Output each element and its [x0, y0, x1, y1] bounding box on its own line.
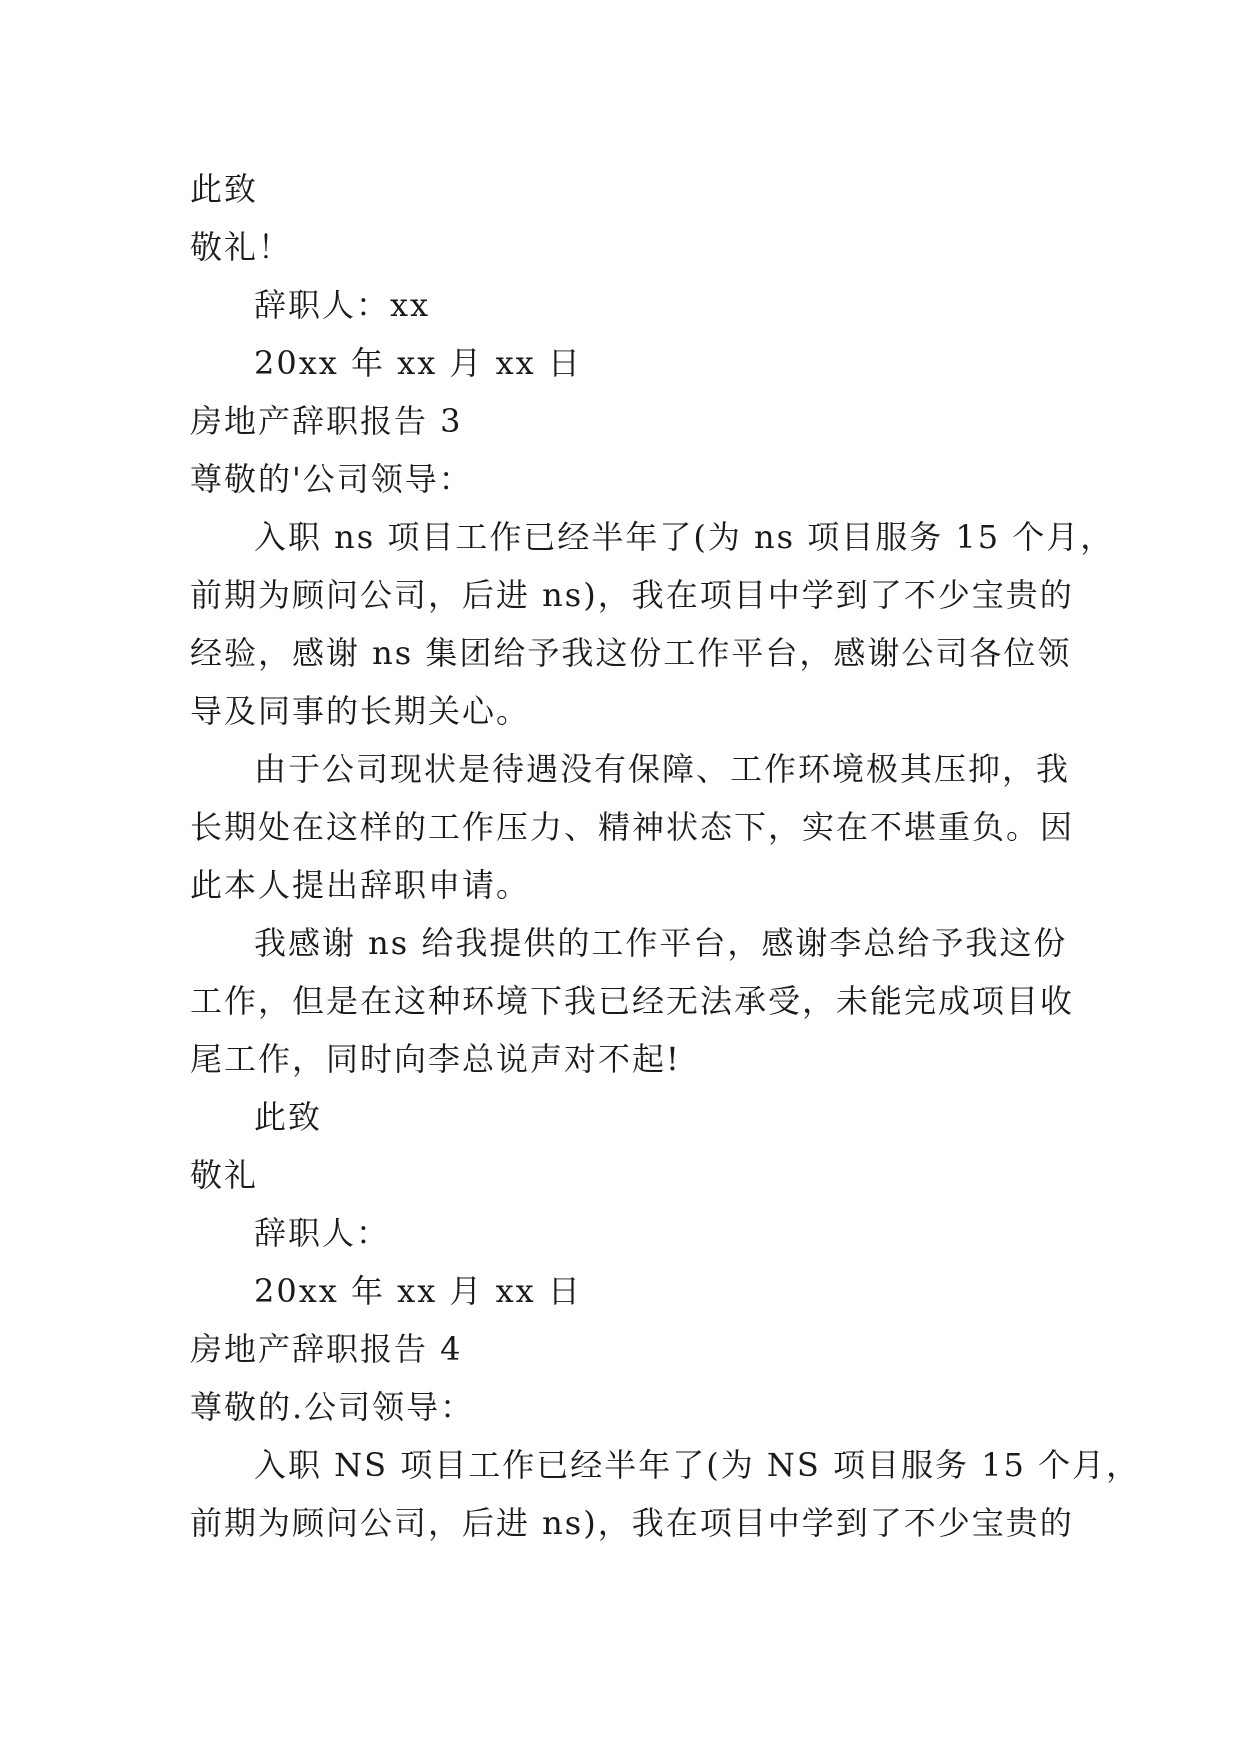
signature-date: 20xx 年 xx 月 xx 日 — [254, 1272, 582, 1310]
body-line: 导及同事的长期关心。 — [190, 692, 531, 730]
body-line: 由于公司现状是待遇没有保障、工作环境极其压抑，我 — [254, 750, 1071, 788]
signature-name: 辞职人： — [254, 1214, 391, 1252]
section-title-4: 房地产辞职报告 4 — [190, 1330, 463, 1368]
body-line: 入职 NS 项目工作已经半年了(为 NS 项目服务 15 个月， — [254, 1446, 1141, 1484]
body-line: 尾工作，同时向李总说声对不起! — [190, 1040, 681, 1078]
document-body — [190, 160, 1141, 1552]
signature-name: 辞职人：xx — [254, 286, 431, 324]
closing-salutation: 此致 — [190, 170, 259, 208]
body-line: 经验，感谢 ns 集团给予我这份工作平台，感谢公司各位领 — [190, 634, 1072, 672]
closing-regards: 敬礼 — [190, 1156, 259, 1194]
body-line: 前期为顾问公司，后进 ns)，我在项目中学到了不少宝贵的 — [190, 576, 1074, 614]
body-line: 长期处在这样的工作压力、精神状态下，实在不堪重负。因 — [190, 808, 1075, 846]
body-line: 我感谢 ns 给我提供的工作平台，感谢李总给予我这份 — [254, 924, 1068, 962]
body-line: 工作，但是在这种环境下我已经无法承受，未能完成项目收 — [190, 982, 1075, 1020]
letter-greeting-3: 尊敬的'公司领导： — [190, 460, 473, 498]
closing-regards: 敬礼！ — [190, 228, 293, 266]
signature-date: 20xx 年 xx 月 xx 日 — [254, 344, 582, 382]
body-line: 入职 ns 项目工作已经半年了(为 ns 项目服务 15 个月， — [254, 518, 1115, 556]
body-line: 前期为顾问公司，后进 ns)，我在项目中学到了不少宝贵的 — [190, 1504, 1074, 1542]
section-title-3: 房地产辞职报告 3 — [190, 402, 463, 440]
closing-salutation: 此致 — [254, 1098, 323, 1136]
letter-greeting-4: 尊敬的.公司领导： — [190, 1388, 475, 1426]
body-line: 此本人提出辞职申请。 — [190, 866, 531, 904]
